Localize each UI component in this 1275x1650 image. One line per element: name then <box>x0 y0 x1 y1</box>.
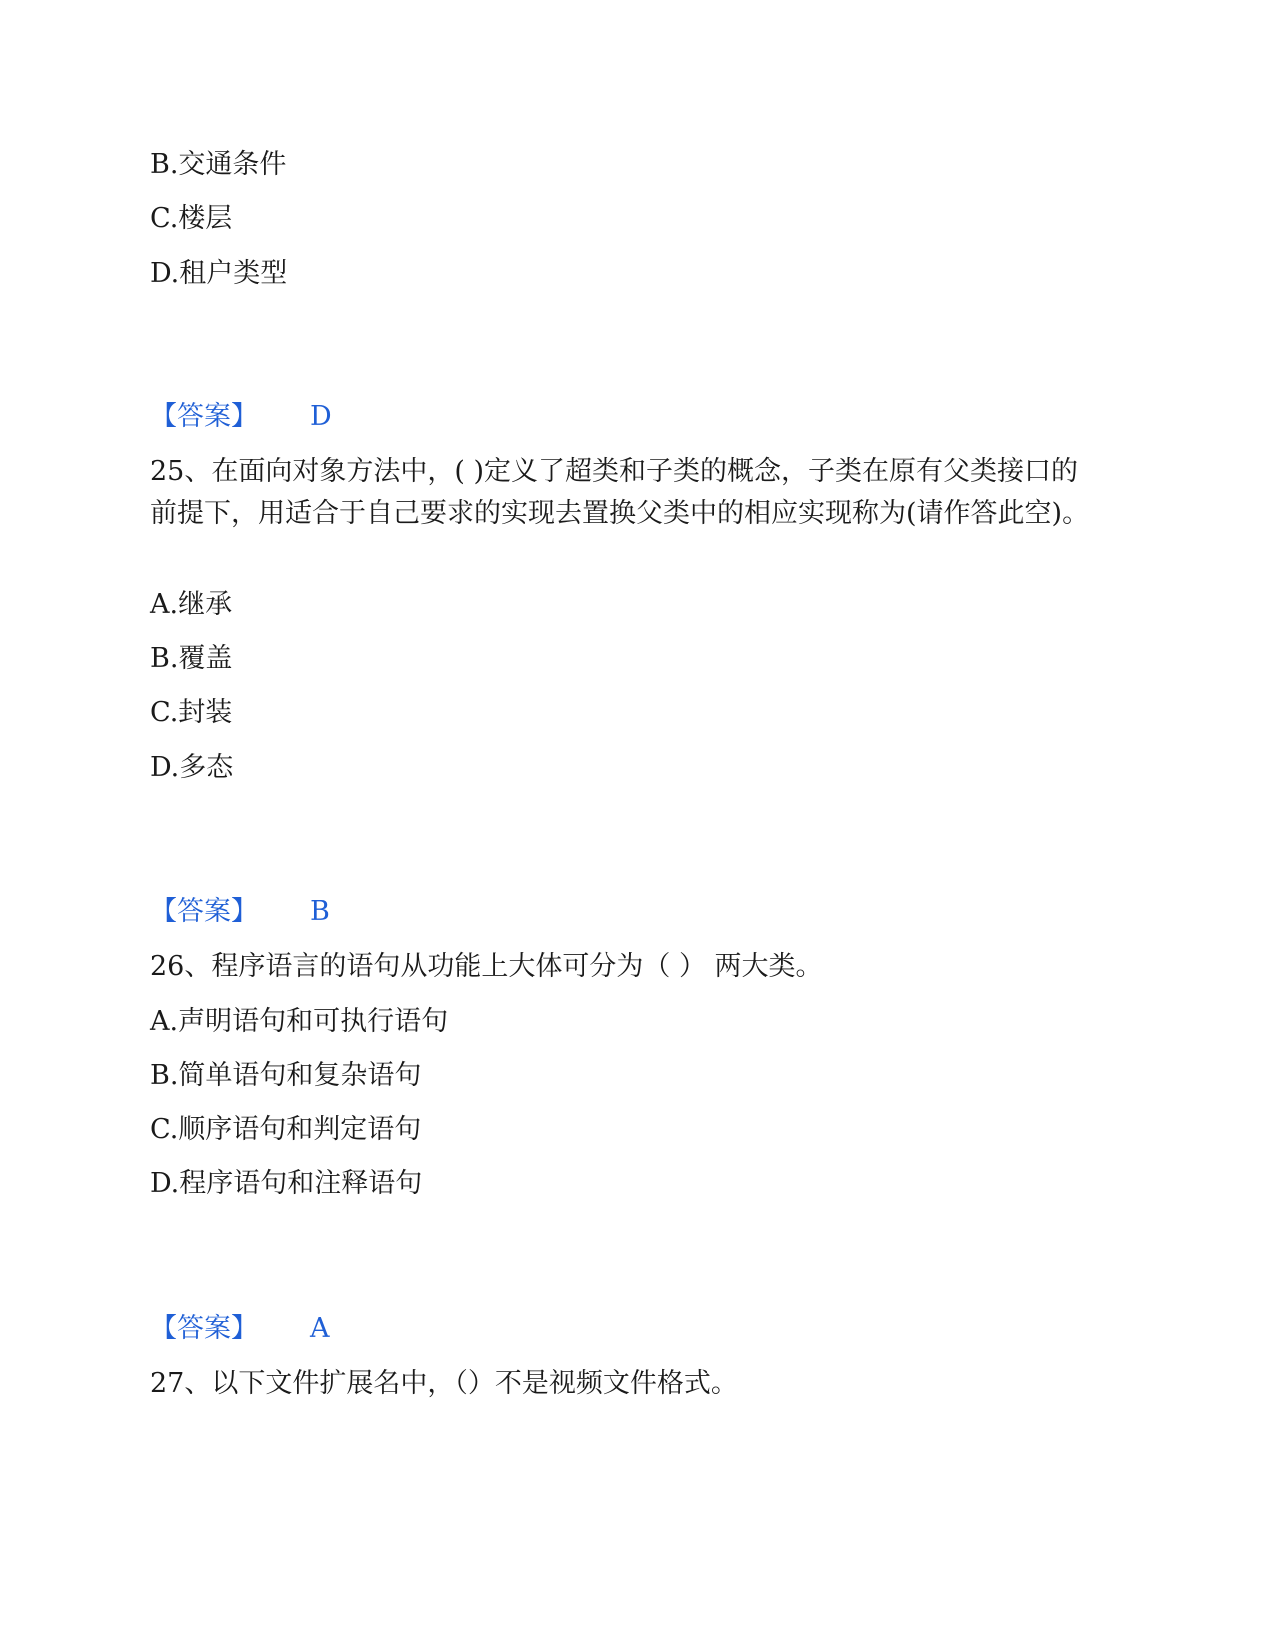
answer-label: 【答案】 <box>150 896 258 927</box>
q26-stem: 26、程序语言的语句从功能上大体可分为（ ） 两大类。 <box>150 951 823 982</box>
q26-option-c: C.顺序语句和判定语句 <box>150 1114 422 1145</box>
answer-value: A <box>310 1313 330 1344</box>
answer-value: B <box>310 896 330 927</box>
q24-option-d: D.租户类型 <box>150 258 288 289</box>
q24-answer <box>150 396 332 438</box>
answer-label: 【答案】 <box>150 1313 258 1344</box>
q26-option-b: B.简单语句和复杂语句 <box>150 1060 422 1091</box>
q26-option-a: A.声明语句和可执行语句 <box>150 1006 449 1037</box>
q25-stem: 25、在面向对象方法中，( )定义了超类和子类的概念，子类在原有父类接口的前提下，用适合于自己要求的实现去置换父类中的相应实现称为(请作答此空)。 <box>150 456 1090 529</box>
q24-option-b: B.交通条件 <box>150 149 287 180</box>
q25-option-c: C.封装 <box>150 697 233 728</box>
q25-option-d: D.多态 <box>150 752 234 783</box>
q26-answer <box>150 1308 330 1350</box>
q25-option-b: B.覆盖 <box>150 643 233 674</box>
q27-stem: 27、以下文件扩展名中，（）不是视频文件格式。 <box>150 1368 738 1399</box>
q25-answer <box>150 891 330 933</box>
q24-option-c: C.楼层 <box>150 203 233 234</box>
answer-value: D <box>310 401 332 432</box>
q25-option-a: A.继承 <box>150 589 233 620</box>
answer-label: 【答案】 <box>150 401 258 432</box>
q26-option-d: D.程序语句和注释语句 <box>150 1168 423 1199</box>
